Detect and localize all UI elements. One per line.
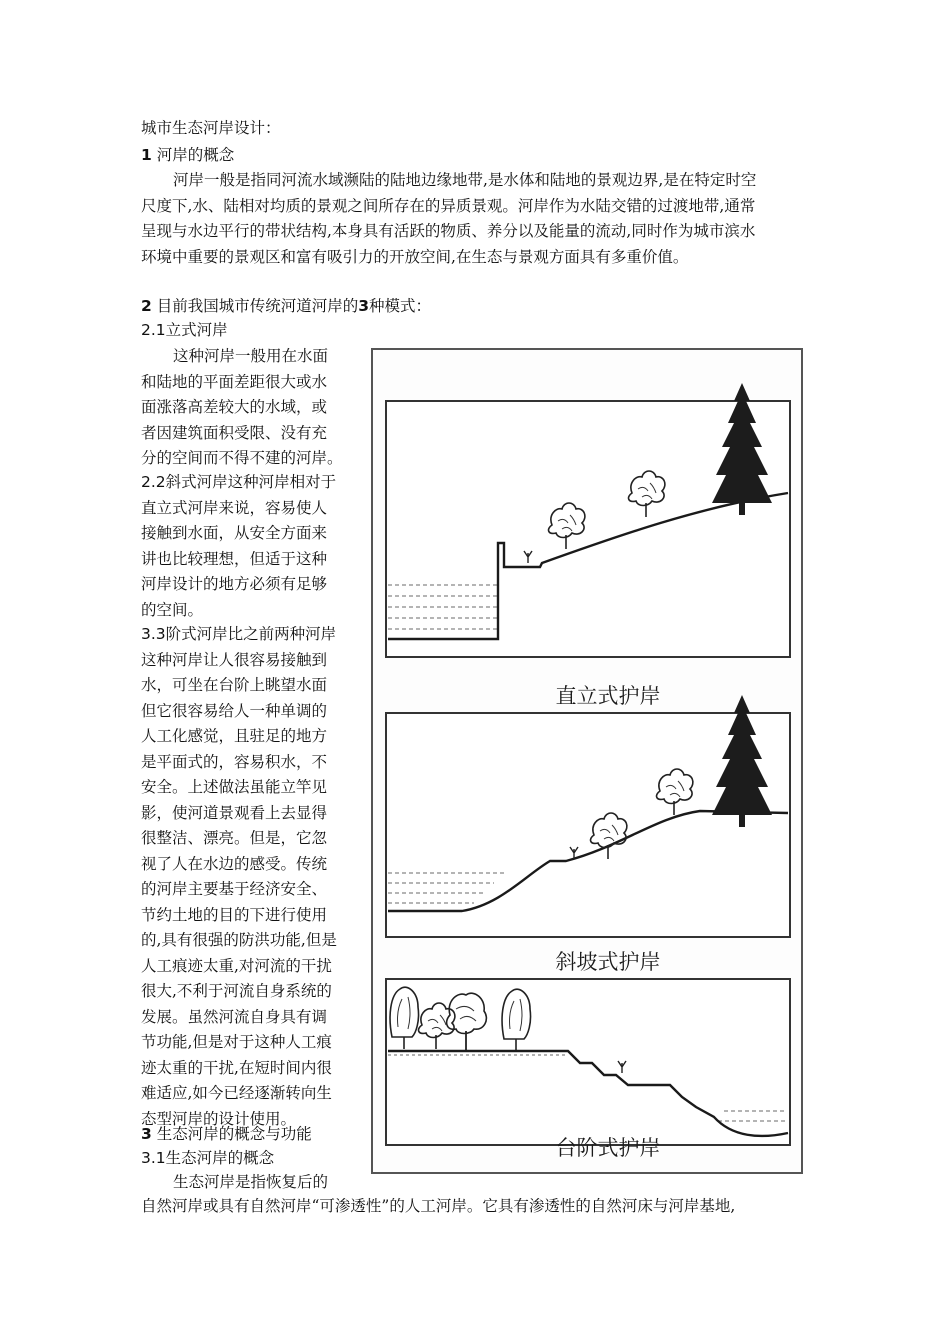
paragraph-line: 河岸一般是指同河流水域濒陆的陆地边缘地带,是水体和陆地的景观边界,是在特定时空 [173, 171, 757, 189]
paragraph-line: 态型河岸的设计使用。 [141, 1109, 297, 1128]
section-2-1-number: 2.1 [141, 321, 166, 339]
paragraph-line: 人工痕迹太重,对河流的干扰 [141, 956, 332, 975]
paragraph-line: 发展。虽然河流自身具有调 [141, 1007, 328, 1026]
section-2-2-number: 2.2 [141, 473, 166, 491]
section-3-number: 3 [141, 1125, 152, 1143]
section-3-1-title: 生态河岸的概念 [165, 1149, 275, 1167]
section-3-1-heading [141, 1146, 274, 1170]
paragraph-line: 直立式河岸来说，容易使人 [141, 498, 328, 517]
paragraph-line [141, 470, 363, 496]
paragraph-line: 难适应,如今已经逐渐转向生 [141, 1084, 332, 1102]
paragraph-line: 的河岸主要基于经济安全、 [141, 880, 328, 898]
slope-bank-panel [386, 695, 790, 974]
paragraph-line: 是平面式的，容易积水，不 [141, 752, 328, 771]
paragraph-line: 面涨落高差较大的水域，或 [141, 398, 328, 416]
section-2-1-title: 立式河岸 [165, 321, 228, 339]
document-title: 城市生态河岸设计： [141, 119, 281, 137]
paragraph-line: 这种河岸让人很容易接触到 [141, 650, 328, 669]
paragraph-line: 河岸设计的地方必须有足够 [141, 575, 328, 593]
caption-vertical-bank: 直立式护岸 [555, 684, 661, 708]
section-2-2-first-line: 斜式河岸这种河岸相对于 [165, 473, 337, 491]
paragraph-line: 的空间。 [141, 600, 204, 619]
paragraph-line: 尺度下,水、陆相对均质的景观之间所存在的异质景观。河岸作为水陆交错的过渡地带,通常 [141, 196, 756, 215]
paragraph-line: 水，可坐在台阶上眺望水面 [141, 676, 328, 694]
paragraph-line: 影，使河道景观看上去显得 [141, 803, 328, 822]
riverbank-types-figure [370, 347, 804, 1175]
paragraph-line: 分的空间而不得不建的河岸。 [141, 449, 343, 467]
caption-slope-bank: 斜坡式护岸 [555, 950, 661, 974]
section-2-1-heading [141, 318, 228, 342]
section-1-paragraph [141, 168, 756, 270]
paragraph-line: 环境中重要的景观区和富有吸引力的开放空间,在生态与景观方面具有多重价值。 [141, 247, 689, 266]
stepped-bank-panel [386, 979, 790, 1160]
paragraph-line: 这种河岸一般用在水面 [173, 347, 329, 365]
paragraph-line: 很整洁、漂亮。但是，它忽 [141, 829, 328, 847]
section-3-title: 生态河岸的概念与功能 [151, 1125, 312, 1143]
paragraph-line: 节功能,但是对于这种人工痕 [141, 1033, 332, 1051]
section-3-3-number: 3.3 [141, 625, 166, 643]
paragraph-line: 的,具有很强的防洪功能,但是 [141, 931, 337, 949]
paragraph-line: 和陆地的平面差距很大或水 [141, 372, 328, 391]
section-2-title-suffix: 种模式： [369, 297, 432, 315]
paragraph-line: 很大,不利于河流自身系统的 [141, 982, 332, 1000]
section-3-3-first-line: 阶式河岸比之前两种河岸 [165, 625, 337, 643]
section-3-1-first-line: 生态河岸是指恢复后的 [173, 1173, 329, 1191]
section-2-heading [141, 294, 431, 318]
paragraph-line: 者因建筑面积受限、没有充 [141, 423, 328, 442]
section-1-number: 1 [141, 146, 152, 164]
section-2-1-paragraph [141, 344, 363, 472]
section-3-3-paragraph [141, 622, 363, 1132]
section-1-heading [141, 143, 234, 167]
section-2-title: 目前我国城市传统河道河岸的 [151, 297, 359, 315]
paragraph-line: 讲也比较理想，但适于这种 [141, 549, 328, 568]
section-2-number: 2 [141, 297, 152, 315]
caption-stepped-bank: 台阶式护岸 [555, 1136, 661, 1160]
section-1-title: 河岸的概念 [151, 146, 235, 164]
section-3-1-number: 3.1 [141, 1149, 166, 1167]
paragraph-line: 呈现与水边平行的带状结构,本身具有活跃的物质、养分以及能量的流动,同时作为城市滨水 [141, 222, 756, 240]
paragraph-line: 视了人在水边的感受。传统 [141, 854, 328, 873]
paragraph-line [141, 622, 363, 648]
paragraph-line: 节约土地的目的下进行使用 [141, 905, 328, 924]
paragraph-line: 接触到水面，从安全方面来 [141, 524, 328, 542]
paragraph-line: 人工化感觉，且驻足的地方 [141, 727, 328, 745]
section-3-1-continuation: 自然河岸或具有自然河岸“可渗透性”的人工河岸。它具有渗透性的自然河床与河岸基地, [141, 1197, 736, 1215]
paragraph-line: 迹太重的干扰,在短时间内很 [141, 1058, 332, 1077]
paragraph-line: 但它很容易给人一种单调的 [141, 701, 328, 720]
section-2-title-number: 3 [358, 297, 370, 315]
section-3-heading [141, 1122, 312, 1146]
section-2-2-paragraph [141, 470, 363, 623]
paragraph-line: 安全。上述做法虽能立竿见 [141, 778, 328, 796]
